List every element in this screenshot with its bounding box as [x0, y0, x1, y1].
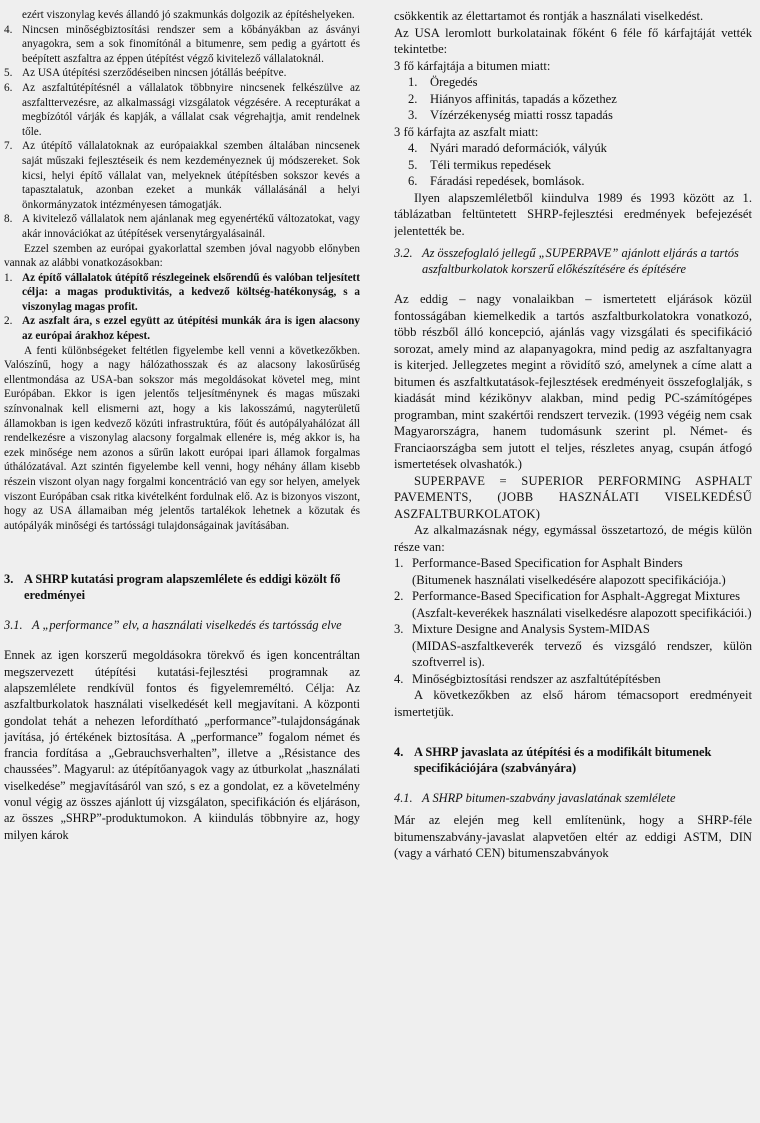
list-item: 8. A kivitelező vállalatok nem ajánlanak meg egyenértékű változatokat, vagy akár innovációkat az útépítések versenytárgyalásainál.	[4, 213, 360, 240]
bitumen-damage-head: 3 fő kárfajtája a bitumen miatt:	[394, 58, 551, 73]
superpave-parts-list	[394, 555, 752, 687]
shrp-results-paragraph: Ilyen alapszemléletből kiindulva 1989 és 1993 között az 1. táblázatban feltüntetett SHRP-fejlesztési eredmények befejezését jelentették be.	[394, 190, 752, 238]
right-column	[394, 8, 752, 1063]
list-item: 3. Vízérzékenység miatti rossz tapadás	[408, 108, 613, 122]
section-4-heading: 4. A SHRP javaslata az útépítési és a modifikált bitumenek specifikációjára (szabványára)	[394, 745, 712, 775]
list-item: 4. Nincsen minőségbiztosítási rendszer sem a kőbányákban az ásványi anyagokra, sem a sok finomítónál a bitumenre, sem pedig a gyártott és beépített aszfaltra az éppen útépítést végző kivitelező vállalatoknál.	[4, 23, 360, 65]
asphalt-damage-list	[394, 140, 752, 190]
list-item: 1. Performance-Based Specification for Asphalt Binders (Bitumenek használati viselkedésére alapozott specifikációja.)	[394, 556, 726, 587]
asphalt-damage-head: 3 fő kárfajta az aszfalt miatt:	[394, 124, 539, 139]
parts-after-text: A következőkben az első három témacsoport eredményeit ismertetjük.	[394, 688, 752, 719]
bitumen-damage-list	[394, 74, 752, 124]
subsection-3-1-heading: 3.1. A „performance” elv, a használati viselkedés és tartósság elve	[4, 618, 342, 633]
right-continued-text: csökkentik az élettartamot és rontják a használati viselkedést.	[394, 9, 704, 23]
damage-types-intro: Az USA leromlott burkolatainak főként 6 féle fő kárfajtáját vették tekintetbe:	[394, 25, 752, 56]
list-item: 1. Az építő vállalatok útépítő részlegeinek elsőrendű és valóban teljesített célja: a magas produktivitás, a kedvező költség-hatékonyság, s a viszonylag magas profit.	[4, 271, 360, 313]
list-item: 5. Az USA útépítési szerződéseiben nincsen jótállás beépítve.	[4, 67, 287, 80]
list-item: 7. Az útépítő vállalatoknak az európaiakkal szemben általában nincsenek saját műszaki fejlesztéseik és nem kezdeményeznek új módszereket. Sok kicsi, helyi építő vállalat van, melyeknek útépítésben sokszor kevés a tapasztalatuk, azonban ezeket a munkák vállalásánál a helyi önkormányzatok intézményesen támogatják.	[4, 140, 360, 211]
list-item: 4. Minőségbiztosítási rendszer az aszfaltútépítésben	[394, 671, 661, 686]
differences-paragraph: A fenti különbségeket feltétlen figyelembe kell venni a következőkben. Valószínű, hogy a nagy hálózathosszak és az alacsony lakosűrűség ellentmondása az USA-ban sokszor más megoldásokat követel meg, mint Európában. Ekkor is igen jelentős teljesítménynek és magas műszaki színvonalnak kell elismerni azt, hogy a kis lakosszámú, nagyterületű államokban is igen kedvező közúti infrastruktúra, főút és autópályahálózat áll rendelkezésre a viszonylag alacsony forgalmak ellenére is, még akkor is, ha ezek minősége nem azonos a sűrűn lakott európai ipari államok forgalmas úthálózatával. Azt szintén figyelembe kell venni, hogy néhány állam kisebb részein viszont olyan nagy forgalmi koncentráció van egy sor helyen, amelyek viszont Európában csak ritka kivételként fordulnak elő. Az is bizonyos viszont, hogy az USA államaiban még jelentős tartalékok lehetnek a közutak és autópályák minőségi és tartóssági tulajdonságainak javításában.	[4, 344, 360, 532]
parts-intro: Az alkalmazásnak négy, egymással összetartozó, de mégis külön része van:	[394, 523, 752, 554]
advantages-list	[4, 271, 360, 344]
list-item: 6. Az aszfaltútépítésnél a vállalatok többnyire nincsenek felkészülve az aszfalttervezésre, az alkalmassági vizsgálatok végzésére. A recepturákat a megbízótól várják és kapják, a vállalat csak végrehajtja, amit rendelnek tőle.	[4, 81, 360, 138]
list-item: 2. Az aszfalt ára, s ezzel együtt az útépítési munkák ára is igen alacsony az európai árakhoz képest.	[4, 315, 360, 343]
list-item: 1. Öregedés	[408, 75, 478, 89]
performance-paragraph: Ennek az igen korszerű megoldásokra törekvő és igen koncentráltan megszervezett útépítési kutatási-fejlesztési programnak az alapszemlélete rendkívül fontos és figyelemreméltó. Célja: Az aszfaltburkolatok használati viselkedését kell megjavítani. A központi gondolat tehát a nehezen lefordítható „performance”-tulajdonságának javítása, jó értékének biztosítása. A „performance” fogalom német és francia fordítása a „Gebrauchsverhalten”, illetve a „Résistance des chaussées”. Magyarul: az útépítőanyagok vagy az útburkolat „használati viselkedése” megjavításáról van szó, s ez a gondolat, ez a követelmény vonul végig az összes ajánlott új vizsgálaton, specifikáción és eljáráson, az összes „SHRP”-produktumokon. A kiindulás többnyire az, hogy milyen károk	[4, 648, 360, 842]
subsection-4-1-heading: 4.1. A SHRP bitumen-szabvány javaslatának szemlélete	[394, 791, 676, 805]
list-item: 4. Nyári maradó deformációk, vályúk	[408, 141, 607, 155]
list-item: 5. Téli termikus repedések	[408, 157, 551, 172]
europe-intro: Ezzel szemben az európai gyakorlattal szemben jóval nagyobb előnyben vannak az alábbi vonatkozásokban:	[4, 242, 360, 270]
list-item: 2. Performance-Based Specification for Asphalt-Aggregat Mixtures (Aszfalt-keverékek használati viselkedésre alapozott specifikációi.)	[394, 589, 752, 620]
left-column	[4, 8, 360, 1063]
list-item: 3. Mixture Designe and Analysis System-MIDAS (MIDAS-aszfaltkeverék tervező és vizsgáló rendszer, külön szoftverrel is).	[394, 622, 752, 669]
list-item: 2. Hiányos affinitás, tapadás a kőzethez	[408, 91, 617, 106]
list-item: 6. Fáradási repedések, bomlások.	[408, 174, 585, 188]
superpave-paragraph: Az eddig – nagy vonalaikban – ismertetett eljárások közül fontosságában kiemelkedik a tartós aszfaltburkolatokra vonatkozó, több részből álló koncepció, ajánlás vagy vizsgálati és specifikáció sorozat, amely mind az alapanyagokra, mind pedig az aszfaltanyagra is kiterjed. Jellegzetes megint a rövidítő szó, amelynek a címe alatt a bitumen és aszfaltkutatások-fejlesztések eredményeit összefoglalják, s kiadását mind kézikönyv alakban, mind pedig PC-számítógépes programban, mint szakértői rendszert tervezik. (1993 végéig nem csak Magyarországra, hanem tudomásunk szerint pl. Német- és Franciaországba sem jutott el teljes, részletes anyag, csupán átfogó ismertetések olvashatók.)	[394, 292, 752, 471]
bitumen-standard-paragraph: Már az elején meg kell említenünk, hogy a SHRP-féle bitumenszabvány-javaslat alapvetően eltér az eddigi ASTM, DIN (vagy a várható CEN) bitumenszabványok	[394, 813, 752, 860]
superpave-definition: SUPERPAVE = SUPERIOR PERFORMING ASPHALT PAVEMENTS, (JOBB HASZNÁLATI VISELKEDÉSŰ ASZFALTBURKOLATOK)	[394, 473, 752, 521]
shortcomings-list	[4, 23, 360, 242]
section-3-heading: 3. A SHRP kutatási program alapszemlélete és eddigi közölt fő eredményei	[4, 572, 341, 603]
left-continued-text: ezért viszonylag kevés állandó jó szakmunkás dolgozik az építéshelyeken.	[22, 9, 355, 21]
subsection-3-2-heading: 3.2. Az összefoglaló jellegű „SUPERPAVE” ajánlott eljárás a tartós aszfaltburkolatok korszerű előkészítésére és építésére	[394, 246, 739, 276]
